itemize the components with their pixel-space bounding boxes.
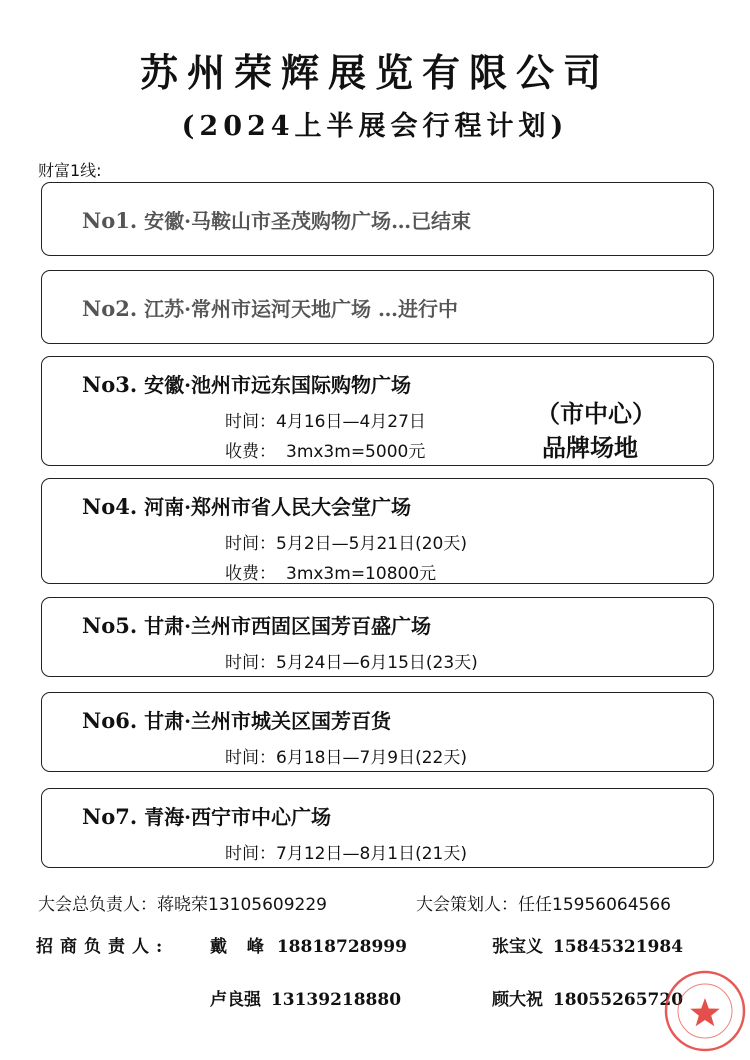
fee-label: 收费： (225, 442, 276, 462)
event-title (82, 205, 471, 234)
event-number: No5. (82, 613, 138, 638)
planner (416, 890, 671, 915)
time-label: 时间： (225, 653, 276, 673)
contact-name: 戴 峰 (210, 937, 271, 957)
contact-name: 顾大祝 (492, 990, 543, 1010)
fee-label: 收费： (225, 564, 276, 584)
contact-4 (492, 985, 683, 1010)
event-place: 江苏·常州市运河天地广场 (144, 297, 372, 321)
event-number: No6. (82, 708, 138, 733)
time-value: 7月12日—8月1日(21天) (276, 844, 467, 864)
badge-city-center: （市中心） (536, 400, 656, 428)
time-value: 6月18日—7月9日(22天) (276, 748, 467, 768)
event-card-3 (41, 356, 714, 466)
event-fee (225, 559, 436, 584)
event-number: No7. (82, 804, 138, 829)
planner-label: 大会策划人： (416, 895, 518, 915)
contact-phone: 18818728999 (276, 937, 407, 957)
event-time (225, 839, 467, 864)
event-number: No1. (82, 208, 138, 233)
event-title (82, 293, 458, 322)
event-status: …进行中 (371, 297, 459, 321)
time-value: 5月24日—6月15日(23天) (276, 653, 478, 673)
event-card-2 (41, 270, 714, 344)
event-fee (225, 437, 425, 462)
time-label: 时间： (225, 748, 276, 768)
event-place: 安徽·马鞍山市圣茂购物广场 (144, 209, 392, 233)
event-place: 甘肃·兰州市西固区国芳百盛广场 (144, 614, 432, 638)
contact-name: 卢良强 (210, 990, 261, 1010)
event-card-6 (41, 692, 714, 772)
page-subtitle: (2024上半展会行程计划) (181, 111, 569, 142)
event-time (225, 743, 467, 768)
event-place: 河南·郑州市省人民大会堂广场 (144, 495, 412, 519)
event-place: 安徽·池州市远东国际购物广场 (144, 373, 412, 397)
contact-3 (210, 985, 401, 1010)
general-manager-phone: 13105609229 (208, 895, 327, 915)
contact-phone: 13139218880 (270, 990, 402, 1010)
badge-brand-venue: 品牌场地 (542, 434, 638, 462)
general-manager-label: 大会总负责人： (38, 895, 157, 915)
event-card-5 (41, 597, 714, 677)
event-title (82, 369, 411, 398)
event-card-7 (41, 788, 714, 868)
contact-2 (492, 932, 683, 957)
fee-value: 3mx3m=10800元 (286, 564, 437, 584)
event-time (225, 407, 426, 432)
event-number: No3. (82, 372, 138, 397)
event-time (225, 529, 467, 554)
event-card-4 (41, 478, 714, 584)
contact-phone: 18055265720 (552, 990, 684, 1010)
event-number: No4. (82, 494, 138, 519)
event-time (225, 648, 478, 673)
time-value: 4月16日—4月27日 (276, 412, 426, 432)
event-title (82, 491, 411, 520)
time-label: 时间： (225, 844, 276, 864)
planner-phone: 15956064566 (552, 895, 671, 915)
line-label: 财富1线: (38, 161, 102, 180)
general-manager-name: 蒋晓荣 (157, 895, 208, 915)
contact-phone: 15845321984 (552, 937, 684, 957)
time-value: 5月2日—5月21日(20天) (276, 534, 467, 554)
merchant-label: 招商负责人: (36, 937, 170, 957)
contact-name: 张宝义 (492, 937, 543, 957)
event-title (82, 705, 391, 734)
event-place: 青海·西宁市中心广场 (144, 805, 332, 829)
event-status: …已结束 (391, 209, 472, 233)
fee-value: 3mx3m=5000元 (286, 442, 426, 462)
time-label: 时间： (225, 534, 276, 554)
planner-name: 任任 (518, 895, 552, 915)
event-place: 甘肃·兰州市城关区国芳百货 (144, 709, 392, 733)
event-title (82, 801, 331, 830)
event-card-1 (41, 182, 714, 256)
event-number: No2. (82, 296, 138, 321)
general-manager (38, 890, 327, 915)
contact-1 (210, 932, 407, 957)
watermark-stamp-icon (662, 968, 748, 1054)
time-label: 时间： (225, 412, 276, 432)
event-title (82, 610, 431, 639)
page-title: 苏州荣辉展览有限公司 (139, 50, 610, 95)
